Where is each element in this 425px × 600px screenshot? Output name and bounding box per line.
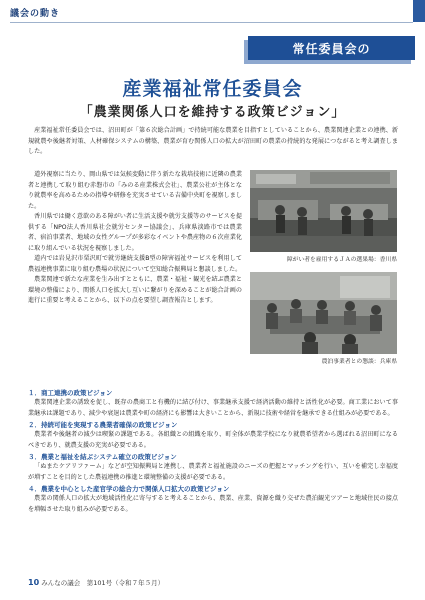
page-tab-marker [413, 0, 425, 22]
photo-meeting-image [250, 272, 397, 354]
publication-info: みんなの議会 第101号（令和７年５月） [41, 579, 165, 587]
page-title: 産業福祉常任委員会 [122, 78, 303, 100]
column-paragraph-2: 香川県では働く意欲のある障がい者に生活支援や就労支援等のサービスを提供する「NPO法人香川県社会就労センター協議会」、兵庫県淡路市では農業者、宿泊事業者、地域の女性グループが多彩なイベントや農産物の６次産業化に取り組んでいる状況を視察しました。 [28, 213, 242, 252]
section-heading-2: ２．持続可能を実現する農業者確保の政策ビジョン [28, 421, 178, 429]
photo-sorting-facility [250, 170, 397, 252]
column-paragraph-1: 道外視察に当たり、岡山県では気候変動に伴う新たな栽培技術に近隣の農業者と連携して取り組む赤磐市の「みのる産業株式会社」、農業公社が主体となり就農率を高めるための指導や研修を充実させている吉備中央町を視察しました。 [28, 171, 242, 210]
page-subtitle: 「農業関係人口を維持する政策ビジョン」 [79, 105, 346, 120]
section-heading-4: ４．農業を中心とした産官学の総合力で関係人口拡大の政策ビジョン [28, 485, 230, 493]
header-divider [10, 22, 413, 23]
photo-meeting [250, 272, 397, 354]
column-paragraph-4: 農業関連で新たな産業を生み出すとともに、農業・福祉・観光を結ぶ農業と環境の整備により、関係人口を拡大し互いに繋がりを深めることが総合計画の進行に重要と考えることから、以下の点を要望し調査報告とします。 [28, 276, 242, 304]
column-paragraph-3: 道内では岩見沢市栗沢町で就労継続支援B型の障害福祉サービスを利用して農福連携事業に取り組む農場の状況について空知総合振興局と懇談しました。 [28, 255, 242, 273]
section-body-3: 「ぬまたケアリファーム」などが空知振興局と連携し、農業者と福祉施設のニーズの把握とマッチングを行い、互いを補完し幸福度が増すことを目的とした農福連携の推進と環境整備の支援が必要である。 [28, 463, 398, 481]
section-heading-3: ３．農業と福祉を結ぶシステム確立の政策ビジョン [28, 453, 177, 461]
policy-vision-list [28, 388, 398, 516]
intro-text [28, 126, 398, 158]
page-footer [28, 578, 164, 587]
intro-paragraph: 産業福祉常任委員会では、沼田町が「第６次総合計画」で持続可能な農業を目指すとしていることから、農業関連企業との連携、新規就農や後継者対策、人材確保システムの構築、農業が育む関係人口の拡大が沼田町の農業の持続的な発展につながると考え調査しました。 [28, 127, 398, 155]
section-heading-1: １．商工連携の政策ビジョン [28, 389, 113, 397]
photo-meeting-caption: 農泊事業者との懇談：兵庫県 [321, 359, 397, 365]
committee-banner: 常任委員会の [248, 36, 415, 60]
section-body-1: 農業関連企業の誘致を促し、既存の農商工と有機的に結び付け、事業継承支援で経済活動の維持と活性化が必要。商工業において事業継承は課題であり、減少や衰退は農業や町の経済にも影響は大きいことから、新規に技術や経営を継承できる仕組みが必要である。 [28, 399, 398, 417]
photo-sorting-facility-caption: 障がい者を雇用するＪＡの選果場：香川県 [286, 257, 397, 263]
section-label: 議会の動き [10, 9, 61, 19]
section-body-4: 農業の関係人口の拡大が地域活性化に寄与すると考えることから、農業、産業、資源を織り交ぜた農泊観光ツアーと地域住民の接点を増幅させた取り組みが必要である。 [28, 495, 398, 513]
page-number: 10 [28, 578, 40, 587]
section-body-2: 農業者や後継者の減少は喫緊の課題である。各組織との組織を取り、町全体が農業学校になり就農希望者から選ばれる沼田町になるべきであり、就農支援の充実が必要である。 [28, 431, 398, 449]
photo-sorting-facility-image [250, 170, 397, 252]
column-text [28, 170, 242, 307]
